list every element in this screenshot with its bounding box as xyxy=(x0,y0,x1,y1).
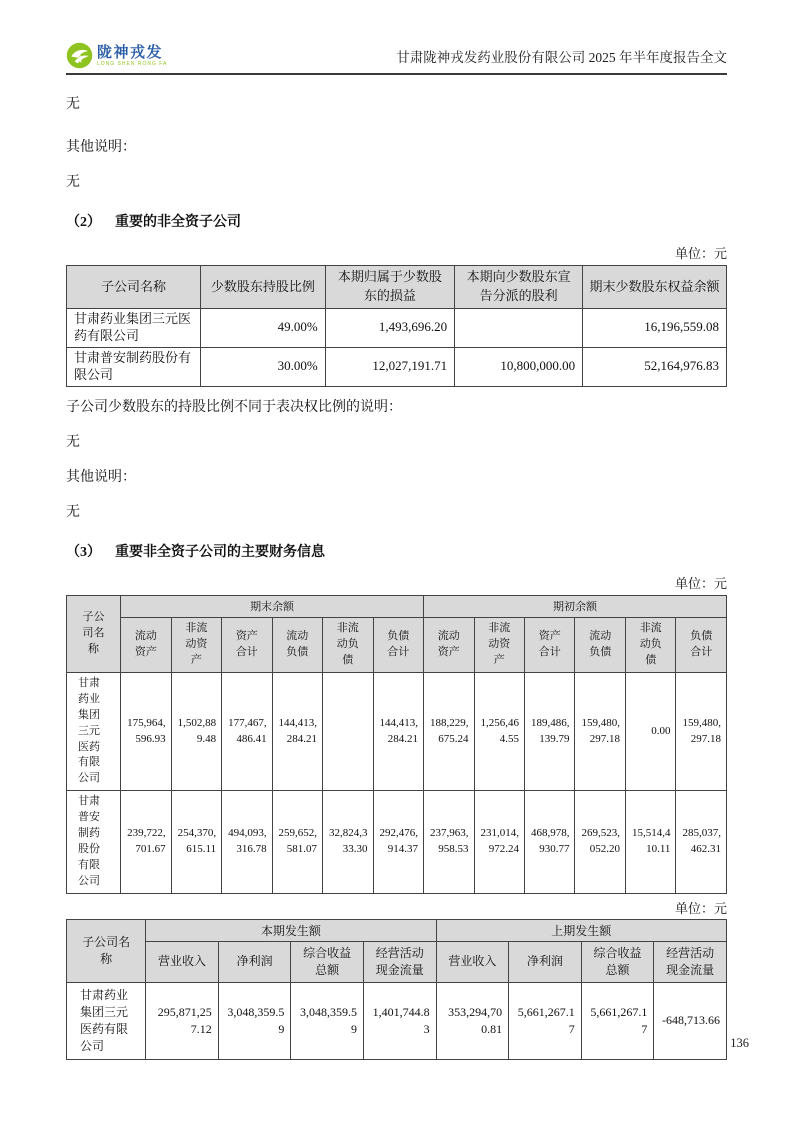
current-revenue-cell: 295,871,257.12 xyxy=(146,982,219,1059)
end-total-liabilities-cell: 144,413,284.21 xyxy=(373,672,423,791)
end-noncurrent-assets-cell: 1,502,889.48 xyxy=(171,672,221,791)
profit-cell: 12,027,191.71 xyxy=(325,347,454,386)
unit-label-2: 单位：元 xyxy=(674,576,727,592)
begin-noncurrent-liabilities-cell: 15,514,410.11 xyxy=(625,791,675,894)
col-header-equity: 期末少数股东权益余额 xyxy=(583,266,727,309)
subsidiary-balance-table xyxy=(66,595,727,894)
unit-label-3: 单位：元 xyxy=(674,900,727,916)
col-header-noncurrent-liabilities: 非流动负债 xyxy=(625,617,675,672)
none-text-2: 无 xyxy=(66,175,80,191)
end-total-liabilities-cell: 292,476,914.37 xyxy=(373,791,423,894)
equity-cell: 16,196,559.08 xyxy=(583,309,727,348)
end-total-assets-cell: 177,467,486.41 xyxy=(222,672,272,791)
col-header-current-liabilities: 流动负债 xyxy=(575,617,625,672)
other-note-label-1: 其他说明： xyxy=(66,140,136,156)
col-header-operating-cash-flow: 经营活动现金流量 xyxy=(654,941,727,982)
end-current-assets-cell: 239,722,701.67 xyxy=(121,791,171,894)
col-header-current-assets: 流动资产 xyxy=(121,617,171,672)
sub-header-row xyxy=(67,617,727,672)
end-noncurrent-assets-cell: 254,370,615.11 xyxy=(171,791,221,894)
col-header-noncurrent-assets: 非流动资产 xyxy=(474,617,524,672)
page-number: 136 xyxy=(730,1036,749,1050)
profit-cell: 1,493,696.20 xyxy=(325,309,454,348)
none-text-3: 无 xyxy=(66,434,80,450)
equity-cell: 52,164,976.83 xyxy=(583,347,727,386)
col-header-total-liabilities: 负债合计 xyxy=(373,617,423,672)
section-3-number: （3） xyxy=(66,544,101,560)
page-header xyxy=(66,0,727,75)
unit-label-1: 单位：元 xyxy=(674,246,727,262)
current-comprehensive-income-cell: 3,048,359.59 xyxy=(291,982,364,1059)
begin-total-assets-cell: 468,978,930.77 xyxy=(524,791,574,894)
begin-total-assets-cell: 189,486,139.79 xyxy=(524,672,574,791)
group-header-row xyxy=(67,919,727,941)
begin-noncurrent-assets-cell: 1,256,464.55 xyxy=(474,672,524,791)
end-total-assets-cell: 494,093,316.78 xyxy=(222,791,272,894)
end-current-assets-cell: 175,964,596.93 xyxy=(121,672,171,791)
col-header-comprehensive-income: 综合收益总额 xyxy=(291,941,364,982)
section-3-title: 重要非全资子公司的主要财务信息 xyxy=(115,544,325,560)
company-logo-icon xyxy=(66,42,93,69)
col-header-dividend: 本期向少数股东宣告分派的股利 xyxy=(455,266,583,309)
col-header-revenue: 营业收入 xyxy=(146,941,219,982)
begin-current-assets-cell: 188,229,675.24 xyxy=(424,672,474,791)
prior-operating-cash-flow-cell: -648,713.66 xyxy=(654,982,727,1059)
col-header-total-assets: 资产合计 xyxy=(222,617,272,672)
report-title: 甘肃陇神戎发药业股份有限公司 2025 年半年度报告全文 xyxy=(396,50,727,65)
group-header-prior-period: 上期发生额 xyxy=(436,919,726,941)
other-note-label-2: 其他说明： xyxy=(66,469,136,485)
subsidiary-name-cell: 甘肃药业集团三元医药有限公司 xyxy=(67,672,121,791)
col-header-profit: 本期归属于少数股东的损益 xyxy=(325,266,454,309)
prior-net-profit-cell: 5,661,267.17 xyxy=(509,982,582,1059)
group-header-ending-balance: 期末余额 xyxy=(121,595,424,617)
col-header-subsidiary: 子公司名称 xyxy=(67,919,146,982)
prior-revenue-cell: 353,294,700.81 xyxy=(436,982,509,1059)
col-header-net-profit: 净利润 xyxy=(509,941,582,982)
col-header-subsidiary: 子公司名称 xyxy=(67,595,121,672)
begin-current-liabilities-cell: 159,480,297.18 xyxy=(575,672,625,791)
subsidiary-name-cell: 甘肃普安制药股份有限公司 xyxy=(67,791,121,894)
subsidiary-income-table xyxy=(66,919,727,1060)
table-row xyxy=(67,309,727,348)
col-header-operating-cash-flow: 经营活动现金流量 xyxy=(363,941,436,982)
minority-interest-table xyxy=(66,265,727,386)
sub-header-row xyxy=(67,941,727,982)
table-row xyxy=(67,791,727,894)
end-noncurrent-liabilities-cell xyxy=(323,672,373,791)
begin-total-liabilities-cell: 159,480,297.18 xyxy=(676,672,727,791)
col-header-current-assets: 流动资产 xyxy=(424,617,474,672)
none-text-1: 无 xyxy=(66,97,80,112)
col-header-total-assets: 资产合计 xyxy=(524,617,574,672)
begin-current-assets-cell: 237,963,958.53 xyxy=(424,791,474,894)
col-header-subsidiary: 子公司名称 xyxy=(67,266,201,309)
begin-total-liabilities-cell: 285,037,462.31 xyxy=(676,791,727,894)
logo-text-block xyxy=(97,45,167,67)
subsidiary-name-cell: 甘肃药业集团三元医药有限公司 xyxy=(67,309,201,348)
section-heading-2 xyxy=(66,215,727,231)
current-operating-cash-flow-cell: 1,401,744.83 xyxy=(363,982,436,1059)
company-logo xyxy=(66,42,167,69)
group-header-row xyxy=(67,595,727,617)
prior-comprehensive-income-cell: 5,661,267.17 xyxy=(581,982,654,1059)
col-header-net-profit: 净利润 xyxy=(218,941,291,982)
begin-noncurrent-liabilities-cell: 0.00 xyxy=(625,672,675,791)
end-current-liabilities-cell: 259,652,581.07 xyxy=(272,791,322,894)
table-row xyxy=(67,672,727,791)
table-row xyxy=(67,982,727,1059)
table-row xyxy=(67,347,727,386)
section-2-number: （2） xyxy=(66,215,101,231)
col-header-noncurrent-liabilities: 非流动负债 xyxy=(323,617,373,672)
ratio-cell: 49.00% xyxy=(200,309,325,348)
logo-company-name-en: LONG SHEN RONG FA xyxy=(97,60,168,67)
begin-current-liabilities-cell: 269,523,052.20 xyxy=(575,791,625,894)
col-header-revenue: 营业收入 xyxy=(436,941,509,982)
begin-noncurrent-assets-cell: 231,014,972.24 xyxy=(474,791,524,894)
subsidiary-name-cell: 甘肃普安制药股份有限公司 xyxy=(67,347,201,386)
end-noncurrent-liabilities-cell: 32,824,333.30 xyxy=(323,791,373,894)
group-header-current-period: 本期发生额 xyxy=(146,919,436,941)
col-header-comprehensive-income: 综合收益总额 xyxy=(581,941,654,982)
dividend-cell xyxy=(455,309,583,348)
logo-company-name: 陇神戎发 xyxy=(97,43,164,61)
none-text-4: 无 xyxy=(66,504,80,520)
dividend-cell: 10,800,000.00 xyxy=(455,347,583,386)
end-current-liabilities-cell: 144,413,284.21 xyxy=(272,672,322,791)
section-heading-3 xyxy=(66,545,727,561)
col-header-current-liabilities: 流动负债 xyxy=(272,617,322,672)
table-header-row xyxy=(67,266,727,309)
col-header-noncurrent-assets: 非流动资产 xyxy=(171,617,221,672)
minority-ratio-note: 子公司少数股东的持股比例不同于表决权比例的说明： xyxy=(66,399,402,415)
col-header-total-liabilities: 负债合计 xyxy=(676,617,727,672)
col-header-ratio: 少数股东持股比例 xyxy=(200,266,325,309)
subsidiary-name-cell: 甘肃药业集团三元医药有限公司 xyxy=(67,982,146,1059)
section-2-title: 重要的非全资子公司 xyxy=(115,215,241,231)
ratio-cell: 30.00% xyxy=(200,347,325,386)
group-header-beginning-balance: 期初余额 xyxy=(424,595,727,617)
current-net-profit-cell: 3,048,359.59 xyxy=(218,982,291,1059)
